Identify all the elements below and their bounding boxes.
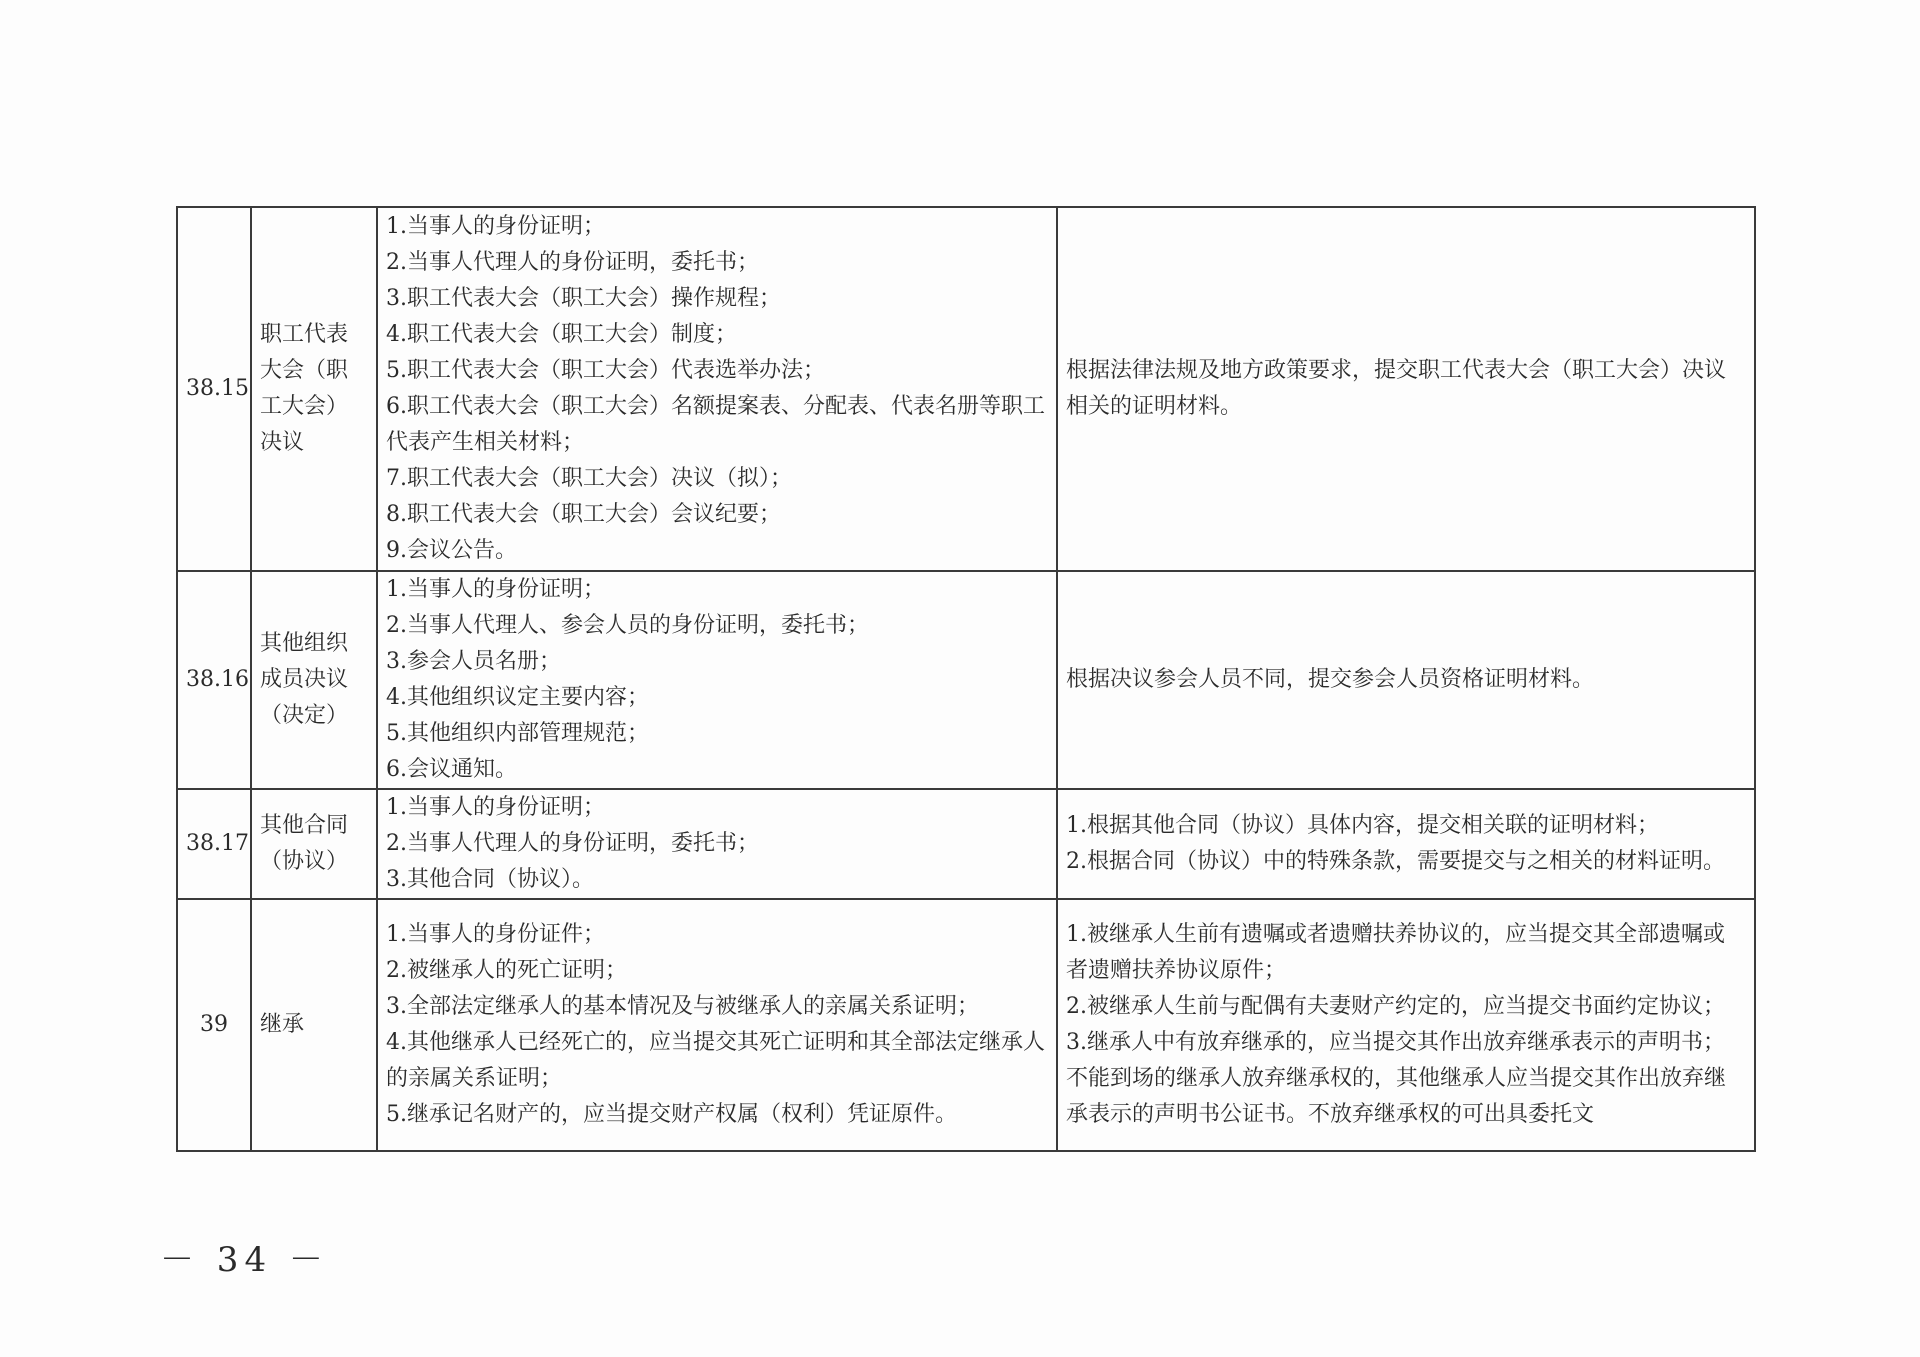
row-id: 39 bbox=[177, 899, 251, 1151]
list-item: 3.全部法定继承人的基本情况及与被继承人的亲属关系证明； bbox=[386, 994, 979, 1019]
table-row bbox=[177, 789, 1755, 899]
list-item: 5.其他组织内部管理规范； bbox=[386, 721, 649, 746]
requirements-table bbox=[176, 206, 1756, 1152]
list-item: 9.会议公告。 bbox=[386, 538, 517, 563]
list-item: 2.当事人代理人的身份证明，委托书； bbox=[386, 831, 759, 856]
list-item: 根据决议参会人员不同，提交参会人员资格证明材料。 bbox=[1066, 667, 1595, 692]
list-item: 5.继承记名财产的，应当提交财产权属（权利）凭证原件。 bbox=[386, 1102, 957, 1127]
list-item: 2.当事人代理人、参会人员的身份证明，委托书； bbox=[386, 613, 869, 638]
list-item: 4.其他组织议定主要内容； bbox=[386, 685, 649, 710]
list-item: 2.根据合同（协议）中的特殊条款，需要提交与之相关的材料证明。 bbox=[1066, 849, 1725, 874]
table-row bbox=[177, 571, 1755, 789]
row-materials bbox=[377, 899, 1057, 1151]
list-item: 6.职工代表大会（职工大会）名额提案表、分配表、代表名册等职工代表产生相关材料； bbox=[386, 394, 1045, 455]
row-item: 其他组织成员决议（决定） bbox=[251, 571, 377, 789]
row-item: 继承 bbox=[251, 899, 377, 1151]
row-item: 职工代表大会（职工大会）决议 bbox=[251, 207, 377, 571]
list-item: 7.职工代表大会（职工大会）决议（拟）； bbox=[386, 466, 792, 491]
list-item: 2.被继承人生前与配偶有夫妻财产约定的，应当提交书面约定协议； bbox=[1066, 994, 1725, 1019]
list-item: 4.职工代表大会（职工大会）制度； bbox=[386, 322, 737, 347]
table-row bbox=[177, 899, 1755, 1151]
row-notes bbox=[1057, 207, 1755, 571]
row-item: 其他合同（协议） bbox=[251, 789, 377, 899]
list-item: 1.被继承人生前有遗嘱或者遗赠扶养协议的，应当提交其全部遗嘱或者遗赠扶养协议原件； bbox=[1066, 922, 1725, 983]
row-id: 38.15 bbox=[177, 207, 251, 571]
row-materials bbox=[377, 207, 1057, 571]
row-notes bbox=[1057, 899, 1755, 1151]
list-item: 1.根据其他合同（协议）具体内容，提交相关联的证明材料； bbox=[1066, 813, 1659, 838]
list-item: 根据法律法规及地方政策要求，提交职工代表大会（职工大会）决议相关的证明材料。 bbox=[1066, 358, 1727, 419]
list-item: 4.其他继承人已经死亡的，应当提交其死亡证明和其全部法定继承人的亲属关系证明； bbox=[386, 1030, 1045, 1091]
row-id: 38.17 bbox=[177, 789, 251, 899]
list-item: 6.会议通知。 bbox=[386, 757, 517, 782]
row-notes bbox=[1057, 571, 1755, 789]
row-notes bbox=[1057, 789, 1755, 899]
list-item: 1.当事人的身份证件； bbox=[386, 922, 605, 947]
list-item: 3.继承人中有放弃继承的，应当提交其作出放弃继承表示的声明书；不能到场的继承人放弃继承权的，其他继承人应当提交其作出放弃继承表示的声明书公证书。不放弃继承权的可出具委托文 bbox=[1066, 1030, 1727, 1127]
list-item: 1.当事人的身份证明； bbox=[386, 214, 605, 239]
row-id: 38.16 bbox=[177, 571, 251, 789]
list-item: 3.其他合同（协议）。 bbox=[386, 867, 594, 892]
list-item: 3.职工代表大会（职工大会）操作规程； bbox=[386, 286, 781, 311]
page-number: － 34 － bbox=[160, 1240, 329, 1280]
list-item: 5.职工代表大会（职工大会）代表选举办法； bbox=[386, 358, 825, 383]
list-item: 1.当事人的身份证明； bbox=[386, 795, 605, 820]
list-item: 3.参会人员名册； bbox=[386, 649, 561, 674]
table-row bbox=[177, 207, 1755, 571]
list-item: 2.当事人代理人的身份证明，委托书； bbox=[386, 250, 759, 275]
list-item: 8.职工代表大会（职工大会）会议纪要； bbox=[386, 502, 781, 527]
row-materials bbox=[377, 571, 1057, 789]
list-item: 1.当事人的身份证明； bbox=[386, 577, 605, 602]
row-materials bbox=[377, 789, 1057, 899]
list-item: 2.被继承人的死亡证明； bbox=[386, 958, 627, 983]
